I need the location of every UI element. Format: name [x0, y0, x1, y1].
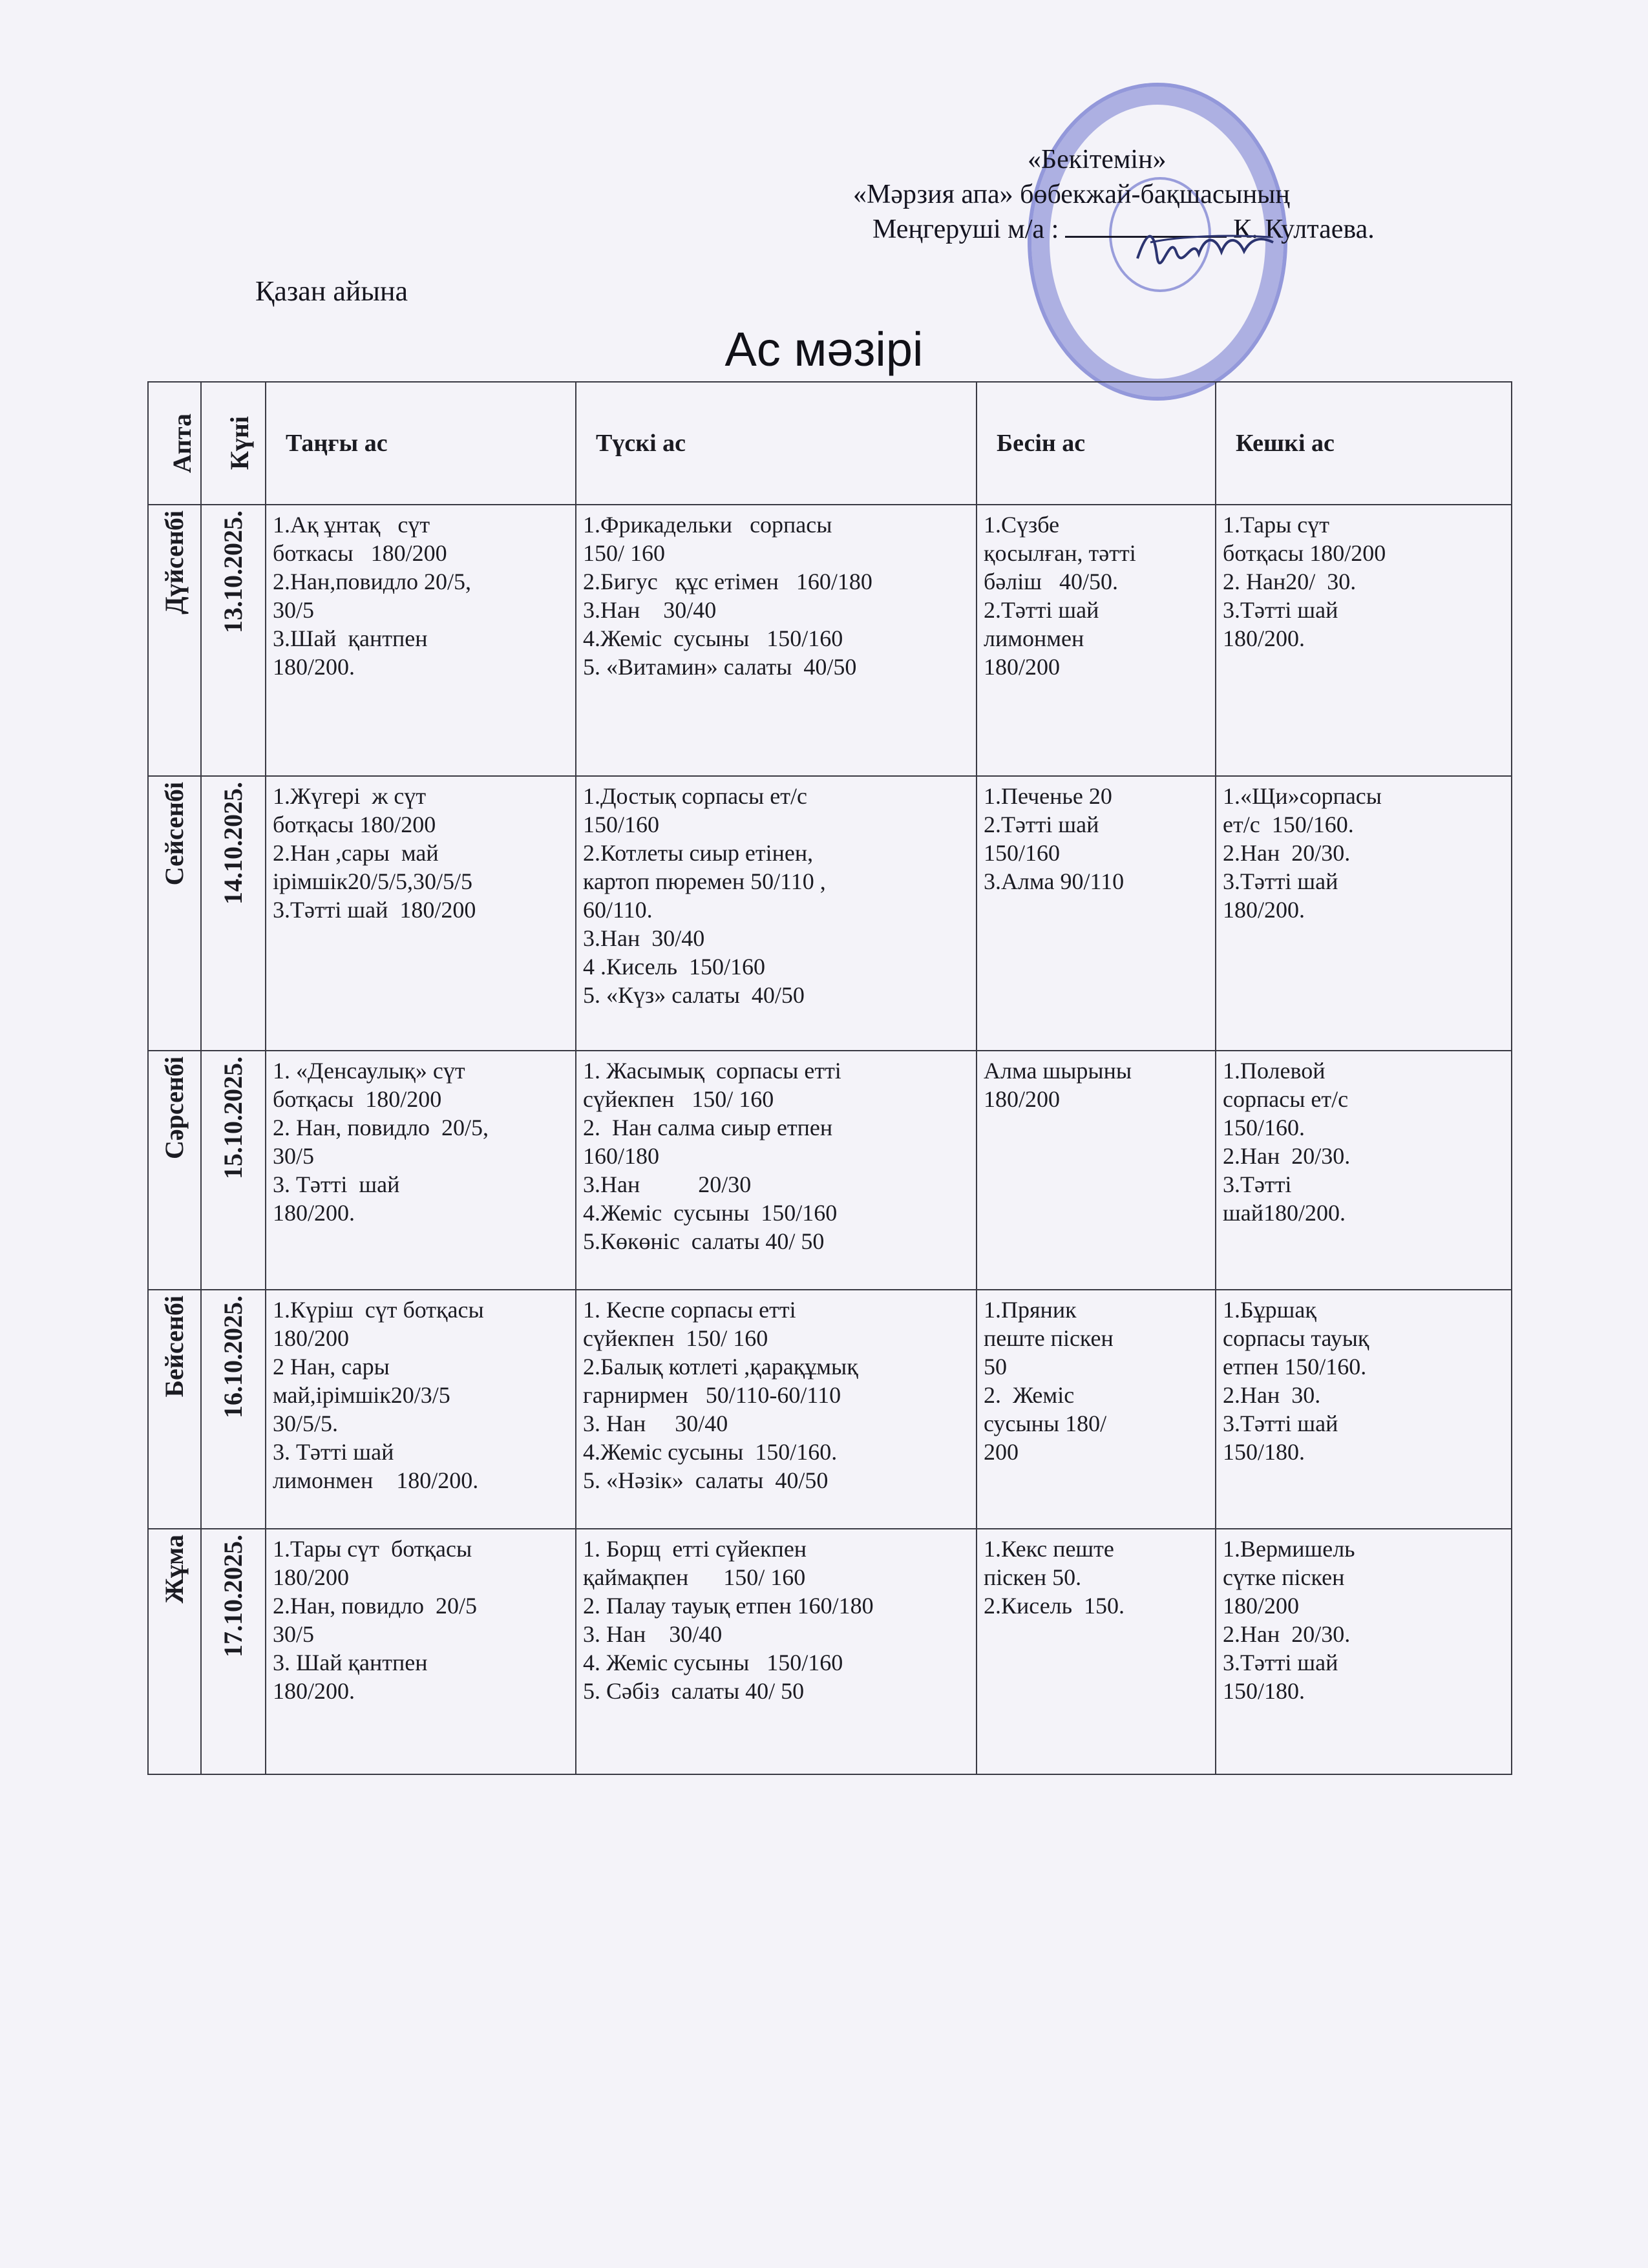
menu-item-line: 3.Алма 90/110 — [984, 868, 1125, 894]
menu-item-line: 180/200. — [273, 1678, 355, 1704]
menu-item-line: Алма шырыны — [984, 1058, 1132, 1084]
menu-item-line: 1.Күріш сүт ботқасы — [273, 1297, 484, 1323]
menu-item-line: 2. Жеміс — [984, 1382, 1075, 1408]
menu-item-line: 180/200 — [984, 1086, 1061, 1112]
menu-item-line: 4.Жеміс сусыны 150/160. — [583, 1439, 838, 1465]
menu-item-line: 3.Тәтті — [1223, 1171, 1292, 1197]
table-row — [148, 1290, 1512, 1529]
menu-item-line: 150/160. — [1223, 1115, 1305, 1140]
menu-item-line: 150/160 — [984, 840, 1061, 866]
snack-cell — [977, 1051, 1216, 1290]
header-day: Күні — [201, 382, 266, 505]
menu-item-line: 1.Пряник — [984, 1297, 1077, 1323]
dinner-cell — [1216, 1290, 1512, 1529]
menu-item-line: 1. Кеспе сорпасы етті — [583, 1297, 796, 1323]
page-title: Ас мәзірі — [724, 322, 924, 376]
menu-item-line: 30/5 — [273, 597, 315, 623]
breakfast-cell — [266, 1051, 576, 1290]
menu-item-line: 5. «Витамин» салаты 40/50 — [583, 654, 857, 680]
menu-item-line: 1.«Щи»сорпасы — [1223, 783, 1382, 809]
menu-item-line: 30/5 — [273, 1621, 315, 1647]
menu-item-line: 3.Тәтті шай — [1223, 1650, 1338, 1675]
menu-item-line: 2.Нан 20/30. — [1223, 1621, 1351, 1647]
menu-item-line: ет/с 150/160. — [1223, 812, 1354, 837]
approval-organization: «Мәрзия апа» бөбекжай-бақшасының — [853, 180, 1290, 209]
menu-item-line: 200 — [984, 1439, 1019, 1465]
header-lunch: Түскі ас — [576, 382, 977, 505]
header-snack: Бесін ас — [977, 382, 1216, 505]
lunch-cell — [576, 776, 977, 1051]
menu-item-line: 1.Жүгері ж сүт — [273, 783, 427, 809]
menu-item-line: 2.Нан 30. — [1223, 1382, 1321, 1408]
menu-item-line: 1.Достық сорпасы ет/с — [583, 783, 807, 809]
menu-item-line: 150/160 — [583, 812, 660, 837]
menu-item-line: 180/200. — [273, 1200, 355, 1226]
menu-item-line: 1.Кекс пеште — [984, 1536, 1114, 1562]
menu-item-line: 1.Сүзбе — [984, 512, 1060, 538]
menu-item-line: сүтке піскен — [1223, 1564, 1345, 1590]
menu-item-line: 2 Нан, сары — [273, 1354, 390, 1380]
menu-item-line: 150/180. — [1223, 1678, 1305, 1704]
menu-table — [147, 381, 1512, 1775]
header-breakfast: Таңғы ас — [266, 382, 576, 505]
menu-item-line: 1.Тары сүт — [1223, 512, 1329, 538]
dinner-cell — [1216, 505, 1512, 776]
menu-item-line: 1.Полевой — [1223, 1058, 1326, 1084]
menu-item-line: ірімшік20/5/5,30/5/5 — [273, 868, 473, 894]
menu-item-line: сүйекпен 150/ 160 — [583, 1086, 774, 1112]
menu-item-line: 180/200. — [1223, 897, 1305, 923]
menu-item-line: сүйекпен 150/ 160 — [583, 1325, 768, 1351]
menu-item-line: 4. Жеміс сусыны 150/160 — [583, 1650, 843, 1675]
menu-item-line: картоп пюремен 50/110 , — [583, 868, 826, 894]
menu-item-line: 2.Нан, повидло 20/5 — [273, 1593, 478, 1619]
menu-item-line: 2.Нан,повидло 20/5, — [273, 569, 472, 594]
menu-item-line: 5. «Нәзік» салаты 40/50 — [583, 1467, 829, 1493]
menu-item-line: 1.Тары сүт ботқасы — [273, 1536, 472, 1562]
menu-item-line: 160/180 — [583, 1143, 660, 1169]
menu-item-line: 3.Тәтті шай — [1223, 868, 1338, 894]
breakfast-cell — [266, 776, 576, 1051]
menu-item-line: 180/200 — [1223, 1593, 1300, 1619]
header-dinner: Кешкі ас — [1216, 382, 1512, 505]
menu-item-line: 3. Тәтті шай — [273, 1171, 400, 1197]
menu-item-line: 150/180. — [1223, 1439, 1305, 1465]
date-cell: 13.10.2025. — [201, 505, 266, 776]
menu-item-line: боткасы 180/200 — [273, 540, 447, 566]
menu-item-line: сусыны 180/ — [984, 1411, 1107, 1436]
approval-name: К. Култаева. — [1233, 215, 1375, 244]
lunch-cell — [576, 1051, 977, 1290]
menu-item-line: піскен 50. — [984, 1564, 1082, 1590]
menu-item-line: етпен 150/160. — [1223, 1354, 1367, 1380]
menu-item-line: 2.Тәтті шай — [984, 812, 1099, 837]
menu-item-line: лимонмен — [984, 625, 1084, 651]
menu-item-line: 2.Котлеты сиыр етінен, — [583, 840, 814, 866]
snack-cell — [977, 1290, 1216, 1529]
weekday-cell: Сәрсенбі — [148, 1051, 201, 1290]
menu-item-line: 2.Нан 20/30. — [1223, 1143, 1351, 1169]
menu-item-line: 5. «Күз» салаты 40/50 — [583, 982, 805, 1008]
menu-item-line: 5.Көкөніс салаты 40/ 50 — [583, 1228, 825, 1254]
weekday-cell: Бейсенбі — [148, 1290, 201, 1529]
menu-item-line: лимонмен 180/200. — [273, 1467, 479, 1493]
menu-item-line: 2. Нан, повидло 20/5, — [273, 1115, 489, 1140]
dinner-cell — [1216, 776, 1512, 1051]
menu-item-line: 1.Печенье 20 — [984, 783, 1112, 809]
menu-item-line: 1. Борщ етті сүйекпен — [583, 1536, 807, 1562]
menu-item-line: 3. Шай қантпен — [273, 1650, 428, 1675]
dinner-cell — [1216, 1051, 1512, 1290]
weekday-cell: Сейсенбі — [148, 776, 201, 1051]
breakfast-cell — [266, 1290, 576, 1529]
breakfast-cell — [266, 505, 576, 776]
menu-item-line: бәліш 40/50. — [984, 569, 1118, 594]
table-header-row — [148, 382, 1512, 505]
menu-item-line: 3.Тәтті шай — [1223, 1411, 1338, 1436]
menu-item-line: 60/110. — [583, 897, 653, 923]
menu-item-line: 150/ 160 — [583, 540, 666, 566]
breakfast-cell — [266, 1529, 576, 1774]
menu-item-line: 2.Балық котлеті ,қарақұмық — [583, 1354, 858, 1380]
menu-item-line: 180/200. — [1223, 625, 1305, 651]
menu-item-line: 4.Жеміс сусыны 150/160 — [583, 1200, 838, 1226]
approval-heading: «Бекітемін» — [1028, 145, 1167, 174]
header-week: Апта — [148, 382, 201, 505]
lunch-cell — [576, 505, 977, 776]
menu-item-line: 2. Палау тауық етпен 160/180 — [583, 1593, 874, 1619]
menu-item-line: 3.Нан 30/40 — [583, 597, 717, 623]
date-cell: 16.10.2025. — [201, 1290, 266, 1529]
menu-item-line: 3. Нан 30/40 — [583, 1411, 728, 1436]
snack-cell — [977, 776, 1216, 1051]
snack-cell — [977, 505, 1216, 776]
menu-item-line: пеште піскен — [984, 1325, 1114, 1351]
menu-item-line: 2.Кисель 150. — [984, 1593, 1125, 1619]
menu-item-line: 180/200. — [273, 654, 355, 680]
menu-item-line: шай180/200. — [1223, 1200, 1346, 1226]
date-cell: 15.10.2025. — [201, 1051, 266, 1290]
menu-item-line: 2. Нан20/ 30. — [1223, 569, 1357, 594]
table-row — [148, 1051, 1512, 1290]
date-cell: 14.10.2025. — [201, 776, 266, 1051]
menu-item-line: 4 .Кисель 150/160 — [583, 954, 766, 980]
date-cell: 17.10.2025. — [201, 1529, 266, 1774]
signature-icon — [1131, 223, 1280, 268]
lunch-cell — [576, 1290, 977, 1529]
menu-item-line: қосылған, тәтті — [984, 540, 1136, 566]
month-label: Қазан айына — [255, 275, 408, 307]
menu-item-line: 180/200 — [273, 1564, 350, 1590]
menu-item-line: 2.Бигус құс етімен 160/180 — [583, 569, 872, 594]
menu-item-line: 3. Нан 30/40 — [583, 1621, 723, 1647]
menu-item-line: 5. Сәбіз салаты 40/ 50 — [583, 1678, 805, 1704]
menu-item-line: 30/5 — [273, 1143, 315, 1169]
menu-item-line: 1.Фрикадельки сорпасы — [583, 512, 832, 538]
menu-item-line: гарнирмен 50/110-60/110 — [583, 1382, 841, 1408]
menu-item-line: 3.Нан 30/40 — [583, 925, 705, 951]
menu-item-line: май,ірімшік20/3/5 — [273, 1382, 450, 1408]
menu-item-line: 180/200 — [984, 654, 1061, 680]
menu-item-line: ботқасы 180/200 — [273, 812, 436, 837]
menu-item-line: 1. «Денсаулық» сүт — [273, 1058, 465, 1084]
menu-item-line: ботқасы 180/200 — [273, 1086, 442, 1112]
table-row — [148, 1529, 1512, 1774]
menu-item-line: ботқасы 180/200 — [1223, 540, 1386, 566]
menu-item-line: 50 — [984, 1354, 1007, 1380]
menu-item-line: 3. Тәтті шай — [273, 1439, 394, 1465]
menu-item-line: 3.Тәтті шай 180/200 — [273, 897, 476, 923]
weekday-cell: Жұма — [148, 1529, 201, 1774]
menu-item-line: 2.Тәтті шай — [984, 597, 1099, 623]
menu-item-line: 1.Ақ ұнтақ сүт — [273, 512, 430, 538]
menu-item-line: 180/200 — [273, 1325, 350, 1351]
menu-item-line: қаймақпен 150/ 160 — [583, 1564, 806, 1590]
menu-item-line: 1.Бұршақ — [1223, 1297, 1316, 1323]
menu-item-line: сорпасы тауық — [1223, 1325, 1369, 1351]
menu-item-line: 2. Нан салма сиыр етпен — [583, 1115, 833, 1140]
approval-role: Меңгеруші м/а : — [872, 215, 1059, 244]
menu-item-line: 3.Тәтті шай — [1223, 597, 1338, 623]
menu-item-line: 4.Жеміс сусыны 150/160 — [583, 625, 843, 651]
menu-item-line: 1. Жасымық сорпасы етті — [583, 1058, 841, 1084]
menu-item-line: 30/5/5. — [273, 1411, 339, 1436]
weekday-cell: Дүйсенбі — [148, 505, 201, 776]
snack-cell — [977, 1529, 1216, 1774]
menu-item-line: сорпасы ет/с — [1223, 1086, 1349, 1112]
menu-item-line: 3.Нан 20/30 — [583, 1171, 752, 1197]
menu-item-line: 1.Вермишель — [1223, 1536, 1355, 1562]
table-row — [148, 776, 1512, 1051]
menu-item-line: 2.Нан 20/30. — [1223, 840, 1351, 866]
dinner-cell — [1216, 1529, 1512, 1774]
menu-item-line: 2.Нан ,сары май — [273, 840, 439, 866]
menu-item-line: 3.Шай қантпен — [273, 625, 428, 651]
lunch-cell — [576, 1529, 977, 1774]
table-row — [148, 505, 1512, 776]
